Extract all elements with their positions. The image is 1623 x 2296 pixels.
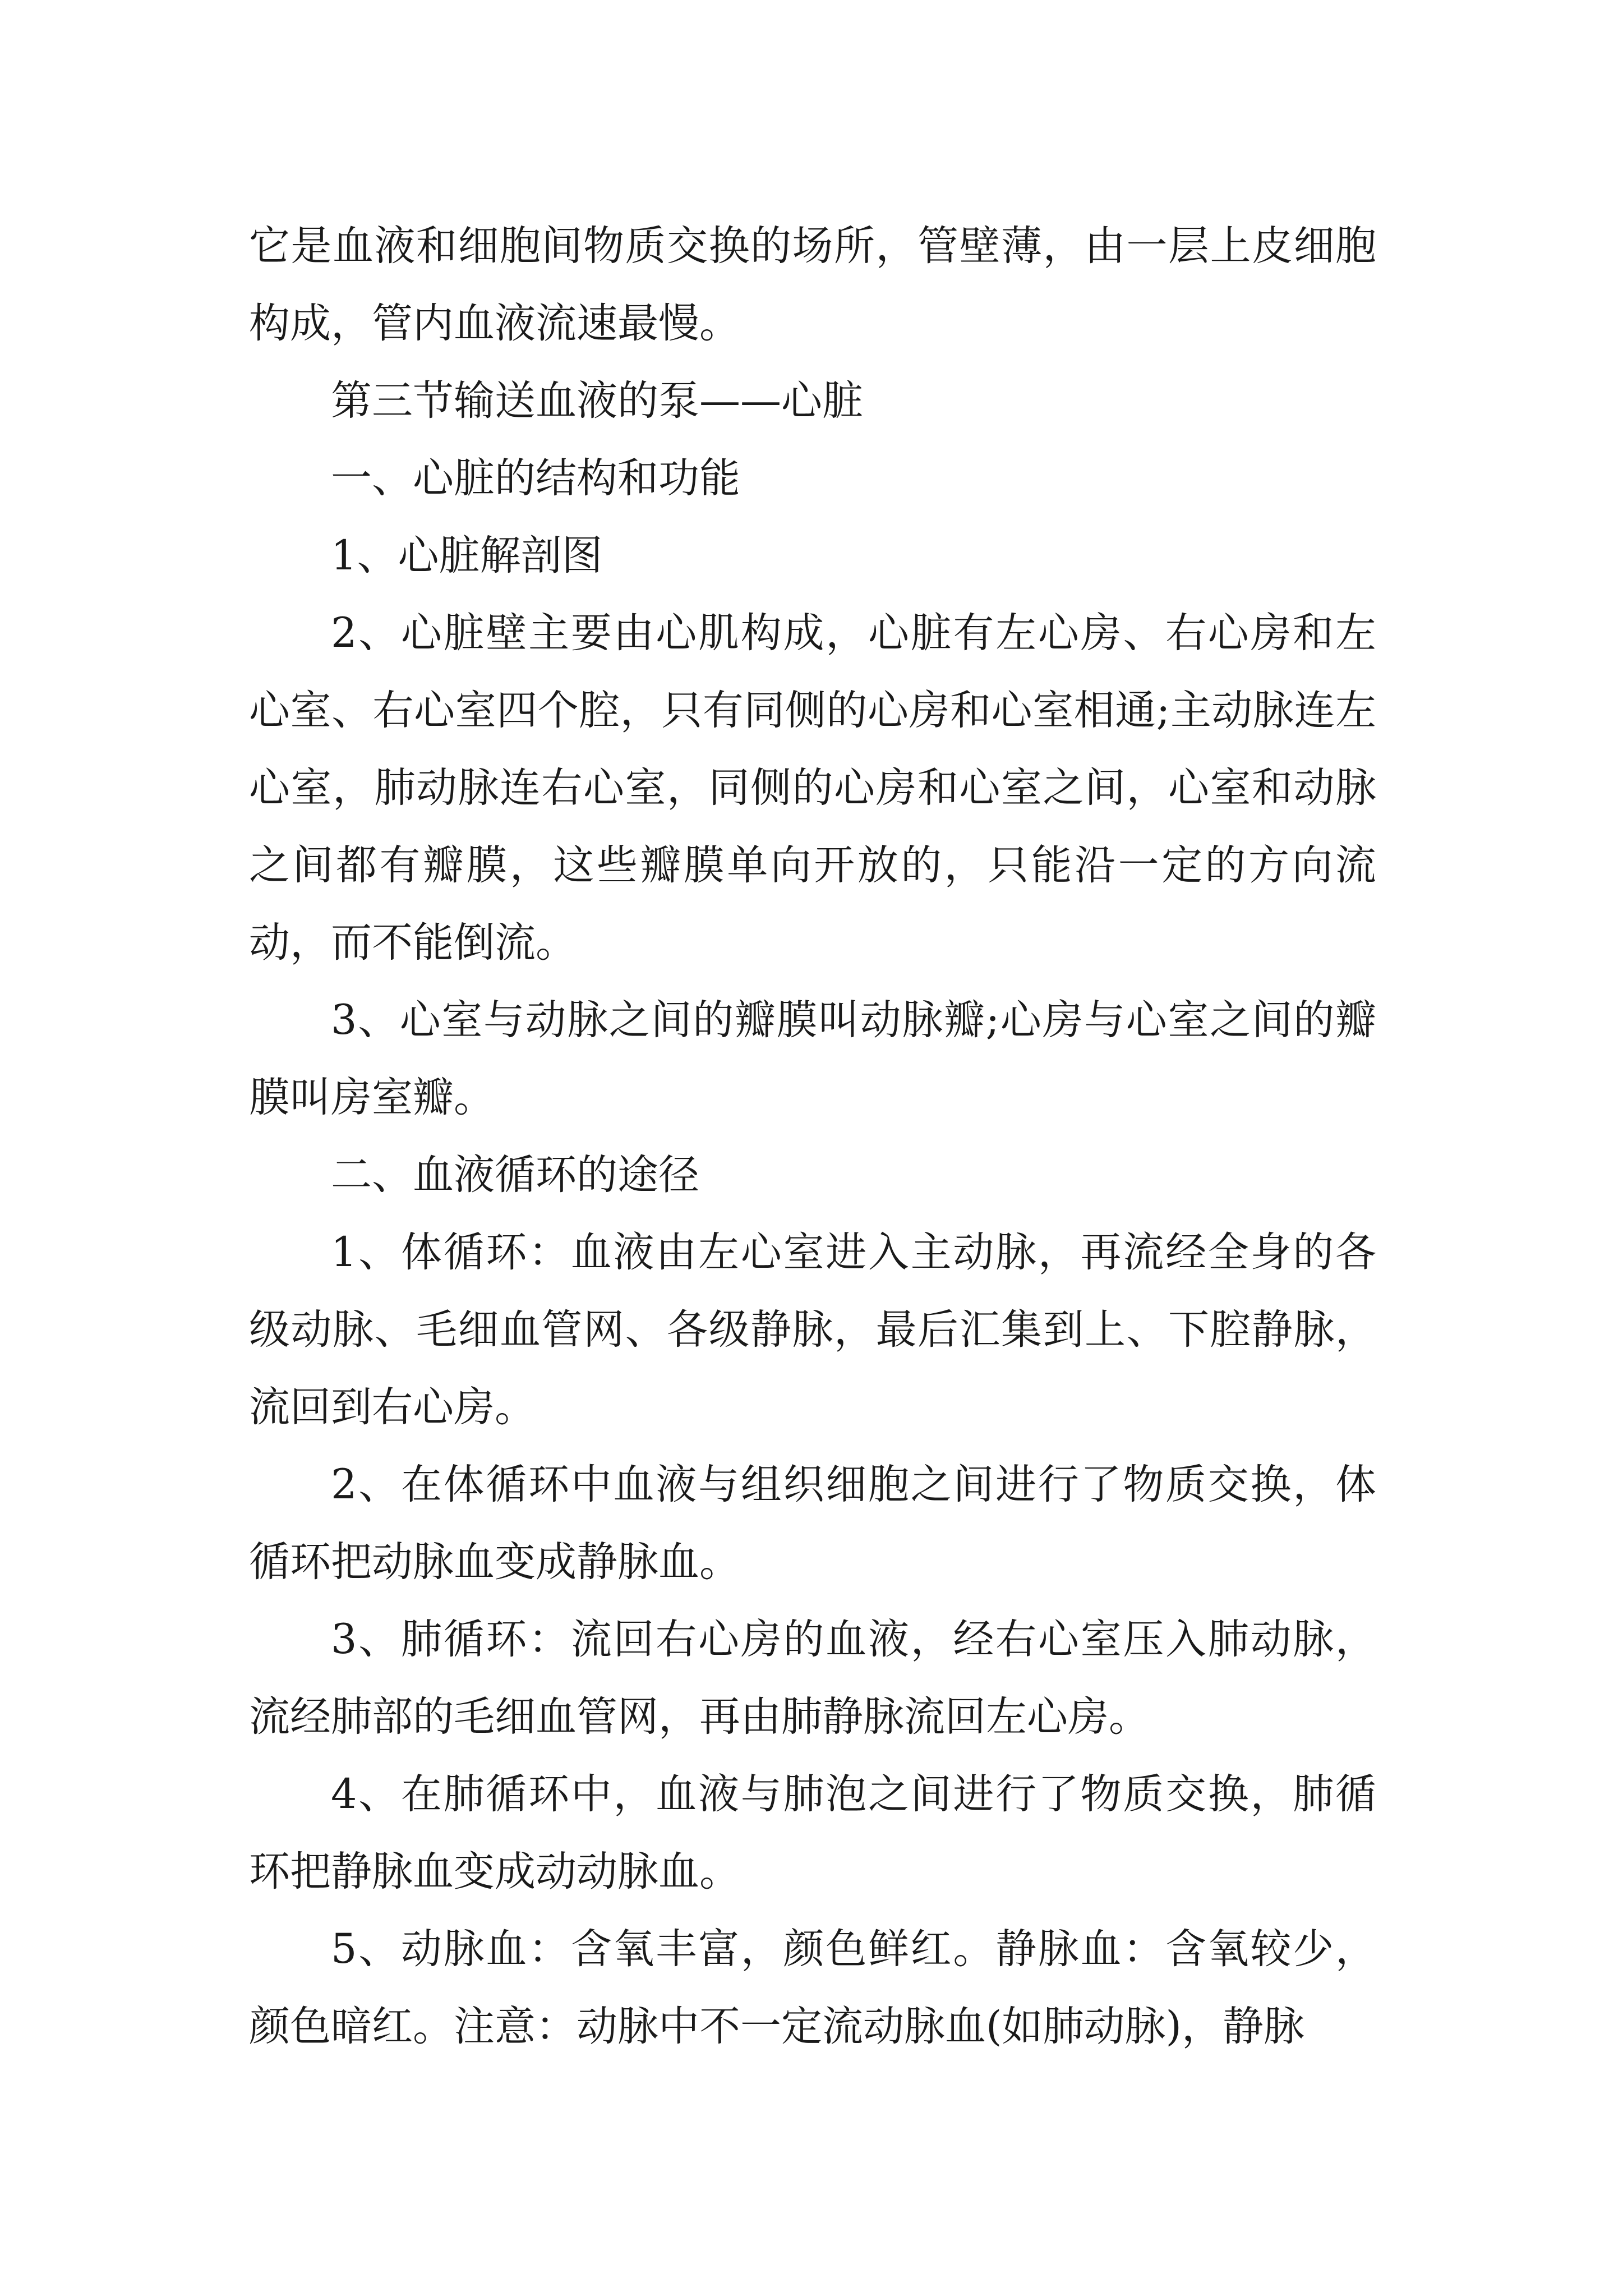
document-body <box>249 208 1376 2065</box>
paragraph-capillary-description: 它是血液和细胞间物质交换的场所，管壁薄，由一层上皮细胞构成，管内血液流速最慢。 <box>249 222 1376 347</box>
list-item-pulmonary-circulation: 3、肺循环：流回右心房的血液，经右心室压入肺动脉，流经肺部的毛细血管网，再由肺静脉流回左心房。 <box>249 1616 1376 1741</box>
list-item-heart-wall: 2、心脏壁主要由心肌构成，心脏有左心房、右心房和左心室、右心室四个腔，只有同侧的心房和心室相通;主动脉连左心室，肺动脉连右心室，同侧的心房和心室之间，心室和动脉之间都有瓣膜，这些瓣膜单向开放的，只能沿一定的方向流动，而不能倒流。 <box>249 609 1376 967</box>
list-item-blood-types: 5、动脉血：含氧丰富，颜色鲜红。静脉血：含氧较少，颜色暗红。注意：动脉中不一定流动脉血(如肺动脉)，静脉 <box>249 1925 1376 2050</box>
list-item-pulmonary-exchange: 4、在肺循环中，血液与肺泡之间进行了物质交换，肺循环把静脉血变成动动脉血。 <box>249 1770 1376 1895</box>
list-item-heart-anatomy: 1、心脏解剖图 <box>331 532 603 579</box>
section-title-heart: 第三节输送血液的泵——心脏 <box>331 377 863 425</box>
list-item-systemic-exchange: 2、在体循环中血液与组织细胞之间进行了物质交换，体循环把动脉血变成静脉血。 <box>249 1461 1376 1586</box>
subsection-heading-heart-structure: 一、心脏的结构和功能 <box>331 454 740 502</box>
list-item-systemic-circulation: 1、体循环：血液由左心室进入主动脉，再流经全身的各级动脉、毛细血管网、各级静脉，最后汇集到上、下腔静脉，流回到右心房。 <box>249 1228 1376 1431</box>
subsection-heading-circulation: 二、血液循环的途径 <box>331 1151 699 1199</box>
list-item-valves: 3、心室与动脉之间的瓣膜叫动脉瓣;心房与心室之间的瓣膜叫房室瓣。 <box>249 996 1376 1121</box>
